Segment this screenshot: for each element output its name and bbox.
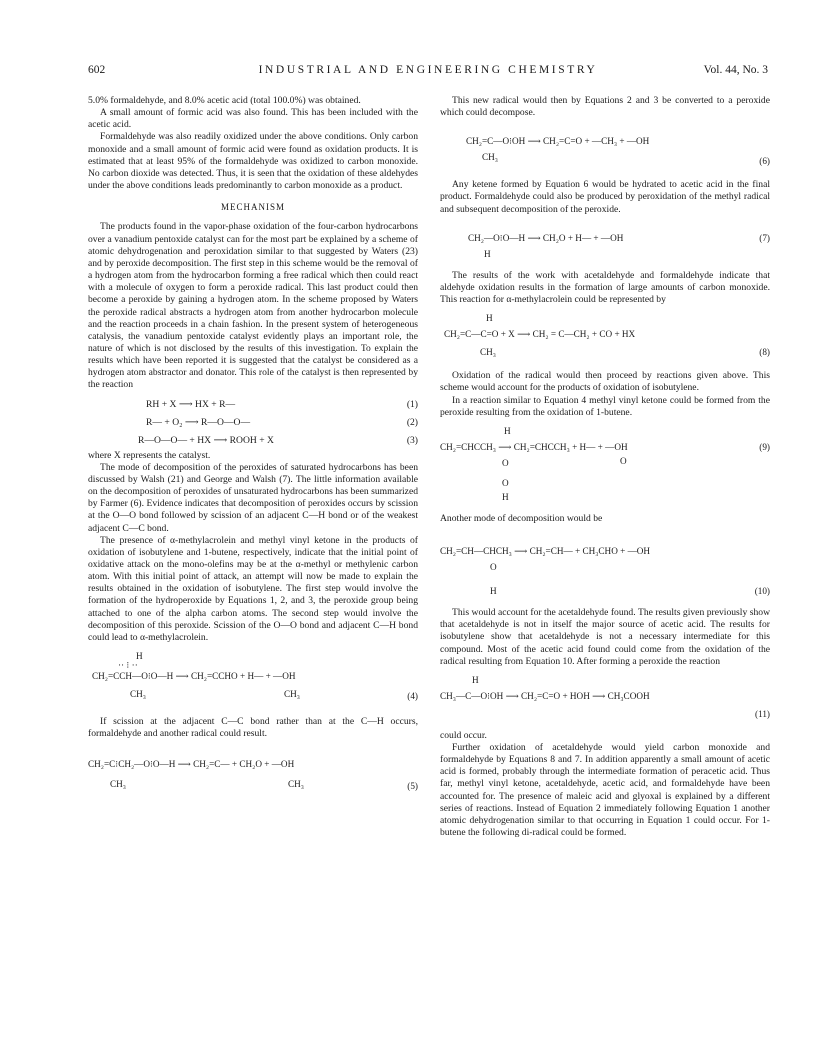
paragraph: Oxidation of the radical would then proceed by reactions given above. This scheme would account for the products of oxidation of isobutylene. [440, 370, 770, 394]
equation-number: (8) [759, 347, 770, 358]
paragraph: Another mode of decomposition would be [440, 512, 603, 524]
substituent: CH₃ [482, 152, 498, 163]
paragraph: could occur. [440, 729, 487, 741]
hydrogen-label: H [136, 651, 143, 662]
hydrogen-label: H [490, 586, 497, 597]
equation-text: CH₂=C⁝CH₂—O⁝O—H ⟶ CH₂=C— + CH₂O + —OH [88, 759, 295, 770]
paragraph: A small amount of formic acid was also found. This has been included with the acetic acid. [88, 107, 418, 131]
paragraph: The mode of decomposition of the peroxides of saturated hydrocarbons has been discussed by Walsh (21) and George and Walsh (7). The little information available on the decomposition of peroxides of unsaturated hydrocarbons has been summarized by Farmer (6). Evidence indicates that decomposition of peroxides occurs by scission at the O—O bond followed by scission of an adjacent C—H bond or of the weakest adjacent C—C bond. [88, 461, 418, 534]
equation-text: R— + O₂ ⟶ R—O—O— [146, 416, 251, 428]
equation-number: (2) [406, 416, 418, 428]
equation-5 [88, 746, 418, 798]
substituent: CH₃ [130, 689, 146, 700]
hydrogen-label: H [472, 674, 479, 685]
equation-number: (3) [406, 434, 418, 446]
equation-7 [440, 222, 770, 262]
equation-9 [440, 425, 770, 505]
paragraph: 5.0% formaldehyde, and 8.0% acetic acid (total 100.0%) was obtained. [88, 95, 361, 106]
volume-issue: Vol. 44, No. 3 [703, 64, 768, 76]
paragraph: This would account for the acetaldehyde found. The results given previously show that acetaldehyde is not in itself the major source of acetic acid. The results for isobutylene show that acetaldehyde is not a necessary intermediate for this compound. Most of the acetic acid found could come from the oxidation of the radical resulting from Equation 10. After forming a peroxide the reaction [440, 607, 770, 667]
hydrogen-label: H [504, 425, 511, 436]
substituent: CH₃ [288, 779, 304, 790]
equation-text: CH₂—O⁝O—H ⟶ CH₂O + H— + —OH [468, 232, 624, 243]
section-heading: MECHANISM [220, 202, 285, 213]
equation-4 [88, 650, 418, 708]
equation-text: CH₃—C—O⁝OH ⟶ CH₂=C=O + HOH ⟶ CH₃COOH [440, 690, 650, 701]
equation-text: CH₂=CH—CHCH₃ ⟶ CH₂=CH— + CH₃CHO + —OH [440, 546, 651, 557]
substituent: H [484, 248, 491, 259]
substituent: CH₃ [110, 779, 126, 790]
journal-title: INDUSTRIAL AND ENGINEERING CHEMISTRY [258, 64, 598, 76]
paragraph: The products found in the vapor-phase oxidation of the four-carbon hydrocarbons over a vanadium pentoxide catalyst can for the most part be explained by a scheme of atomic dehydrogenation and peroxidation similar to that suggested by Waters (23) and by peroxide decomposition. The first step in this scheme would be the removal of a hydrogen atom from the hydrocarbon forming a free radical which then could react with a molecule of oxygen to form a peroxide radical. This last product could then become a peroxide by gaining a hydrogen atom. In the scheme proposed by Waters the peroxide radical abstracts a hydrogen atom from another hydrocarbon molecule and the reaction proceeds in a chain fashion. In the present system of heterogeneous catalysis, the vanadium pentoxide catalyst evidently plays an important role, the nature of which is not disclosed by the results of this investigation. To explain the results which have been reported it is suggested that the catalyst be considered as a hydrogen atom abstractor and donator. This role of the catalyst is then represented by the reaction [88, 221, 418, 391]
paragraph: This new radical would then by Equations 2 and 3 be converted to a peroxide which could decompose. [440, 95, 770, 119]
equation-text: RH + X ⟶ HX + R— [146, 398, 236, 410]
equation-text: CH₂=C—C=O + X ⟶ CH₂ = C—CH₂ + CO + HX [444, 329, 636, 340]
equation-text: CH₂=CCH—O⁝O—H ⟶ CH₂=CCHO + H— + —OH [92, 671, 296, 682]
equation-text: R—O—O— + HX ⟶ ROOH + X [138, 434, 274, 446]
paragraph: Further oxidation of acetaldehyde would yield carbon monoxide and formaldehyde by Equations 8 and 7. In addition apparently a small amount of acetic acid is formed, probably through the intermediate formation of peracetic acid. Thus far, methyl vinyl ketone, acetaldehyde, acetic acid, and formaldehyde have been accounted for. The presence of maleic acid and glyoxal is explained by a different series of reactions. Instead of Equation 2 immediately following Equation 1 another atomic dehydrogenation similar to that occurring in Equation 1 could occur. For 1-butene the following di-radical could be formed. [440, 741, 770, 839]
equation-2 [88, 414, 418, 432]
oxygen-label: O [502, 477, 509, 488]
equation-number: (5) [407, 781, 418, 792]
paragraph: The results of the work with acetaldehyde and formaldehyde indicate that aldehyde oxidation results in the formation of large amounts of carbon monoxide. This reaction for α-methylacrolein could be represented by [440, 269, 770, 306]
equation-10 [440, 531, 770, 599]
equation-number: (10) [754, 586, 770, 597]
paragraph: Formaldehyde was also readily oxidized under the above conditions. Only carbon monoxide and a small amount of formic acid were found as oxidation products. It is estimated that at least 95% of the formaldehyde was oxidized to carbon monoxide. No carbon dioxide was detected. Thus, it is seen that the oxidation of these aldehydes under the above conditions leads predominantly to carbon monoxide as a product. [88, 131, 418, 192]
equation-number: (7) [759, 232, 770, 243]
equation-1 [88, 396, 418, 414]
substituent: CH₃ [480, 347, 496, 358]
equation-number: (4) [407, 691, 418, 702]
left-column [88, 95, 418, 806]
page-number: 602 [88, 64, 106, 76]
equation-text: CH₂=CHCCH₃ ⟶ CH₂=CHCCH₃ + H— + —OH [440, 441, 628, 452]
oxygen-label: O [490, 562, 497, 573]
paragraph: The presence of α-methylacrolein and methyl vinyl ketone in the products of oxidation of isobutylene and 1-butene, respectively, indicate that the initial point of oxidative attack on the mono-olefins may be at the α-methyl or methylenic carbon atom. With this initial point of attack, an attempt will now be made to explain the results obtained in the oxidation of isobutylene. The first step would involve the formation of the hydroperoxide by Equations 1, 2, and 3, the peroxide group being attached to one of the alpha carbon atoms. The second step would involve the decomposition of this peroxide. Scission of the O—O bond and adjacent C—H bond could lead to α-methylacrolein. [88, 534, 418, 643]
paragraph: where X represents the catalyst. [88, 449, 211, 461]
page-header [88, 64, 768, 82]
equation-number: (1) [406, 398, 418, 410]
hydrogen-label: H [502, 491, 509, 502]
oxygen-label: O [620, 455, 627, 466]
equation-number: (6) [759, 156, 770, 167]
equation-11 [440, 674, 770, 722]
equation-8 [440, 312, 770, 362]
hydrogen-label: H [486, 313, 493, 324]
paragraph: Any ketene formed by Equation 6 would be hydrated to acetic acid in the final product. Formaldehyde could also be produced by peroxidation of the methyl radical and subsequent decomposition of the peroxide. [440, 179, 770, 215]
equation-number: (9) [759, 441, 770, 452]
equation-text: CH₂=C—O⁝OH ⟶ CH₂=C=O + —CH₃ + —OH [466, 136, 650, 147]
substituent: CH₃ [284, 689, 300, 700]
equation-6 [440, 125, 770, 171]
paragraph: If scission at the adjacent C—C bond rather than at the C—H occurs, formaldehyde and another radical could result. [88, 716, 418, 740]
equation-3 [88, 432, 418, 450]
dot-marks: ·· ⁝ ·· [118, 660, 138, 671]
oxygen-label: O [502, 457, 509, 468]
equation-number: (11) [755, 708, 770, 719]
right-column [440, 95, 770, 839]
paragraph: In a reaction similar to Equation 4 methyl vinyl ketone could be formed from the peroxide resulting from the oxidation of 1-butene. [440, 394, 770, 418]
